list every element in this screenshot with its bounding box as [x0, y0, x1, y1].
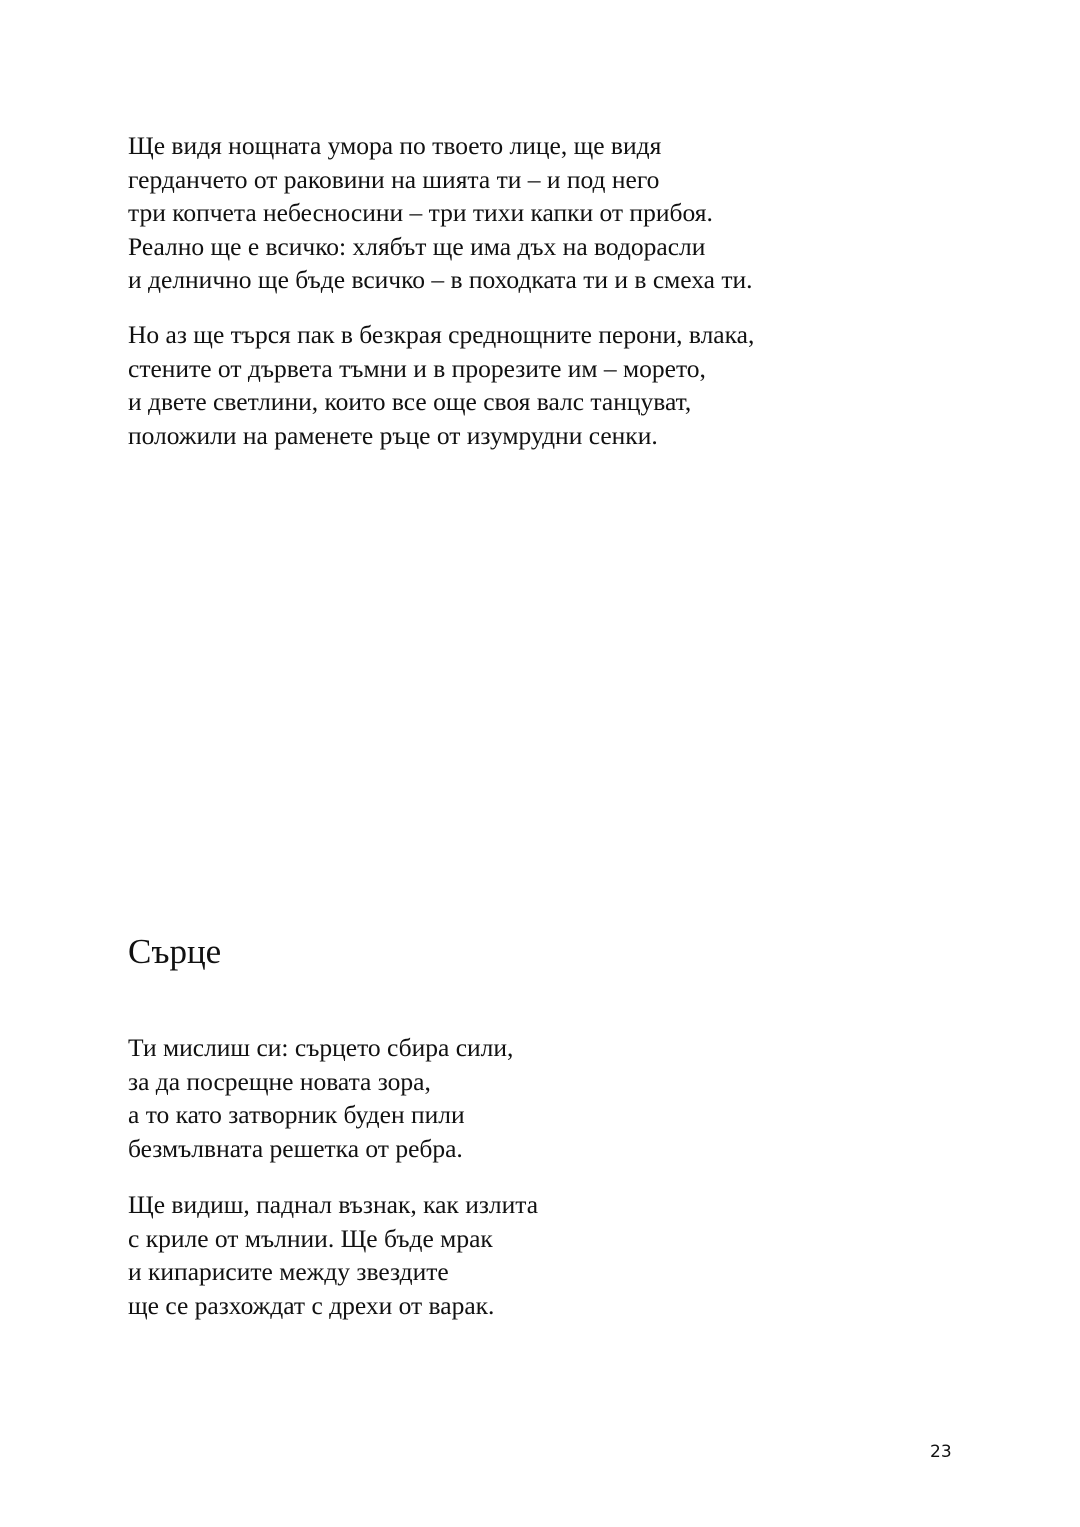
verse-line: стените от дървета тъмни и в прорезите им – морето, — [128, 353, 706, 383]
verse-line: и двете светлини, които все още своя валс танцуват, — [128, 387, 692, 416]
stanza — [128, 1188, 538, 1322]
verse-line: ще се разхождат с дрехи от варак. — [128, 1290, 495, 1320]
verse-line: и делнично ще бъде всичко – в походката ти и в смеха ти. — [128, 265, 753, 294]
verse-line: и кипарисите между звездите — [128, 1257, 449, 1286]
verse-line: за да посрещне новата зора, — [128, 1066, 431, 1096]
verse-line: Ще видиш, паднал възнак, как излита — [128, 1190, 539, 1219]
verse-line: безмълвната решетка от ребра. — [128, 1133, 463, 1163]
verse-line: Но аз ще търся пак в безкрая среднощните перони, влака, — [128, 320, 755, 349]
page-number: 23 — [930, 1442, 952, 1462]
verse-line: Ще видя нощната умора по твоето лице, ще видя — [128, 131, 662, 160]
verse-line: с криле от мълнии. Ще бъде мрак — [128, 1223, 493, 1253]
poem-title: Сърце — [128, 932, 222, 971]
verse-line: Ти мислиш си: сърцето сбира сили, — [128, 1033, 514, 1062]
stanza — [128, 318, 754, 452]
verse-line: три копчета небесносини – три тихи капки от прибоя. — [128, 198, 713, 227]
stanza — [128, 129, 753, 297]
verse-line: Реално ще е всичко: хлябът ще има дъх на водорасли — [128, 231, 706, 261]
verse-line: герданчето от раковини на шията ти – и под него — [128, 164, 660, 194]
verse-line: а то като затворник буден пили — [128, 1100, 465, 1129]
stanza — [128, 1031, 513, 1165]
verse-line: положили на раменете ръце от изумрудни сенки. — [128, 420, 658, 450]
